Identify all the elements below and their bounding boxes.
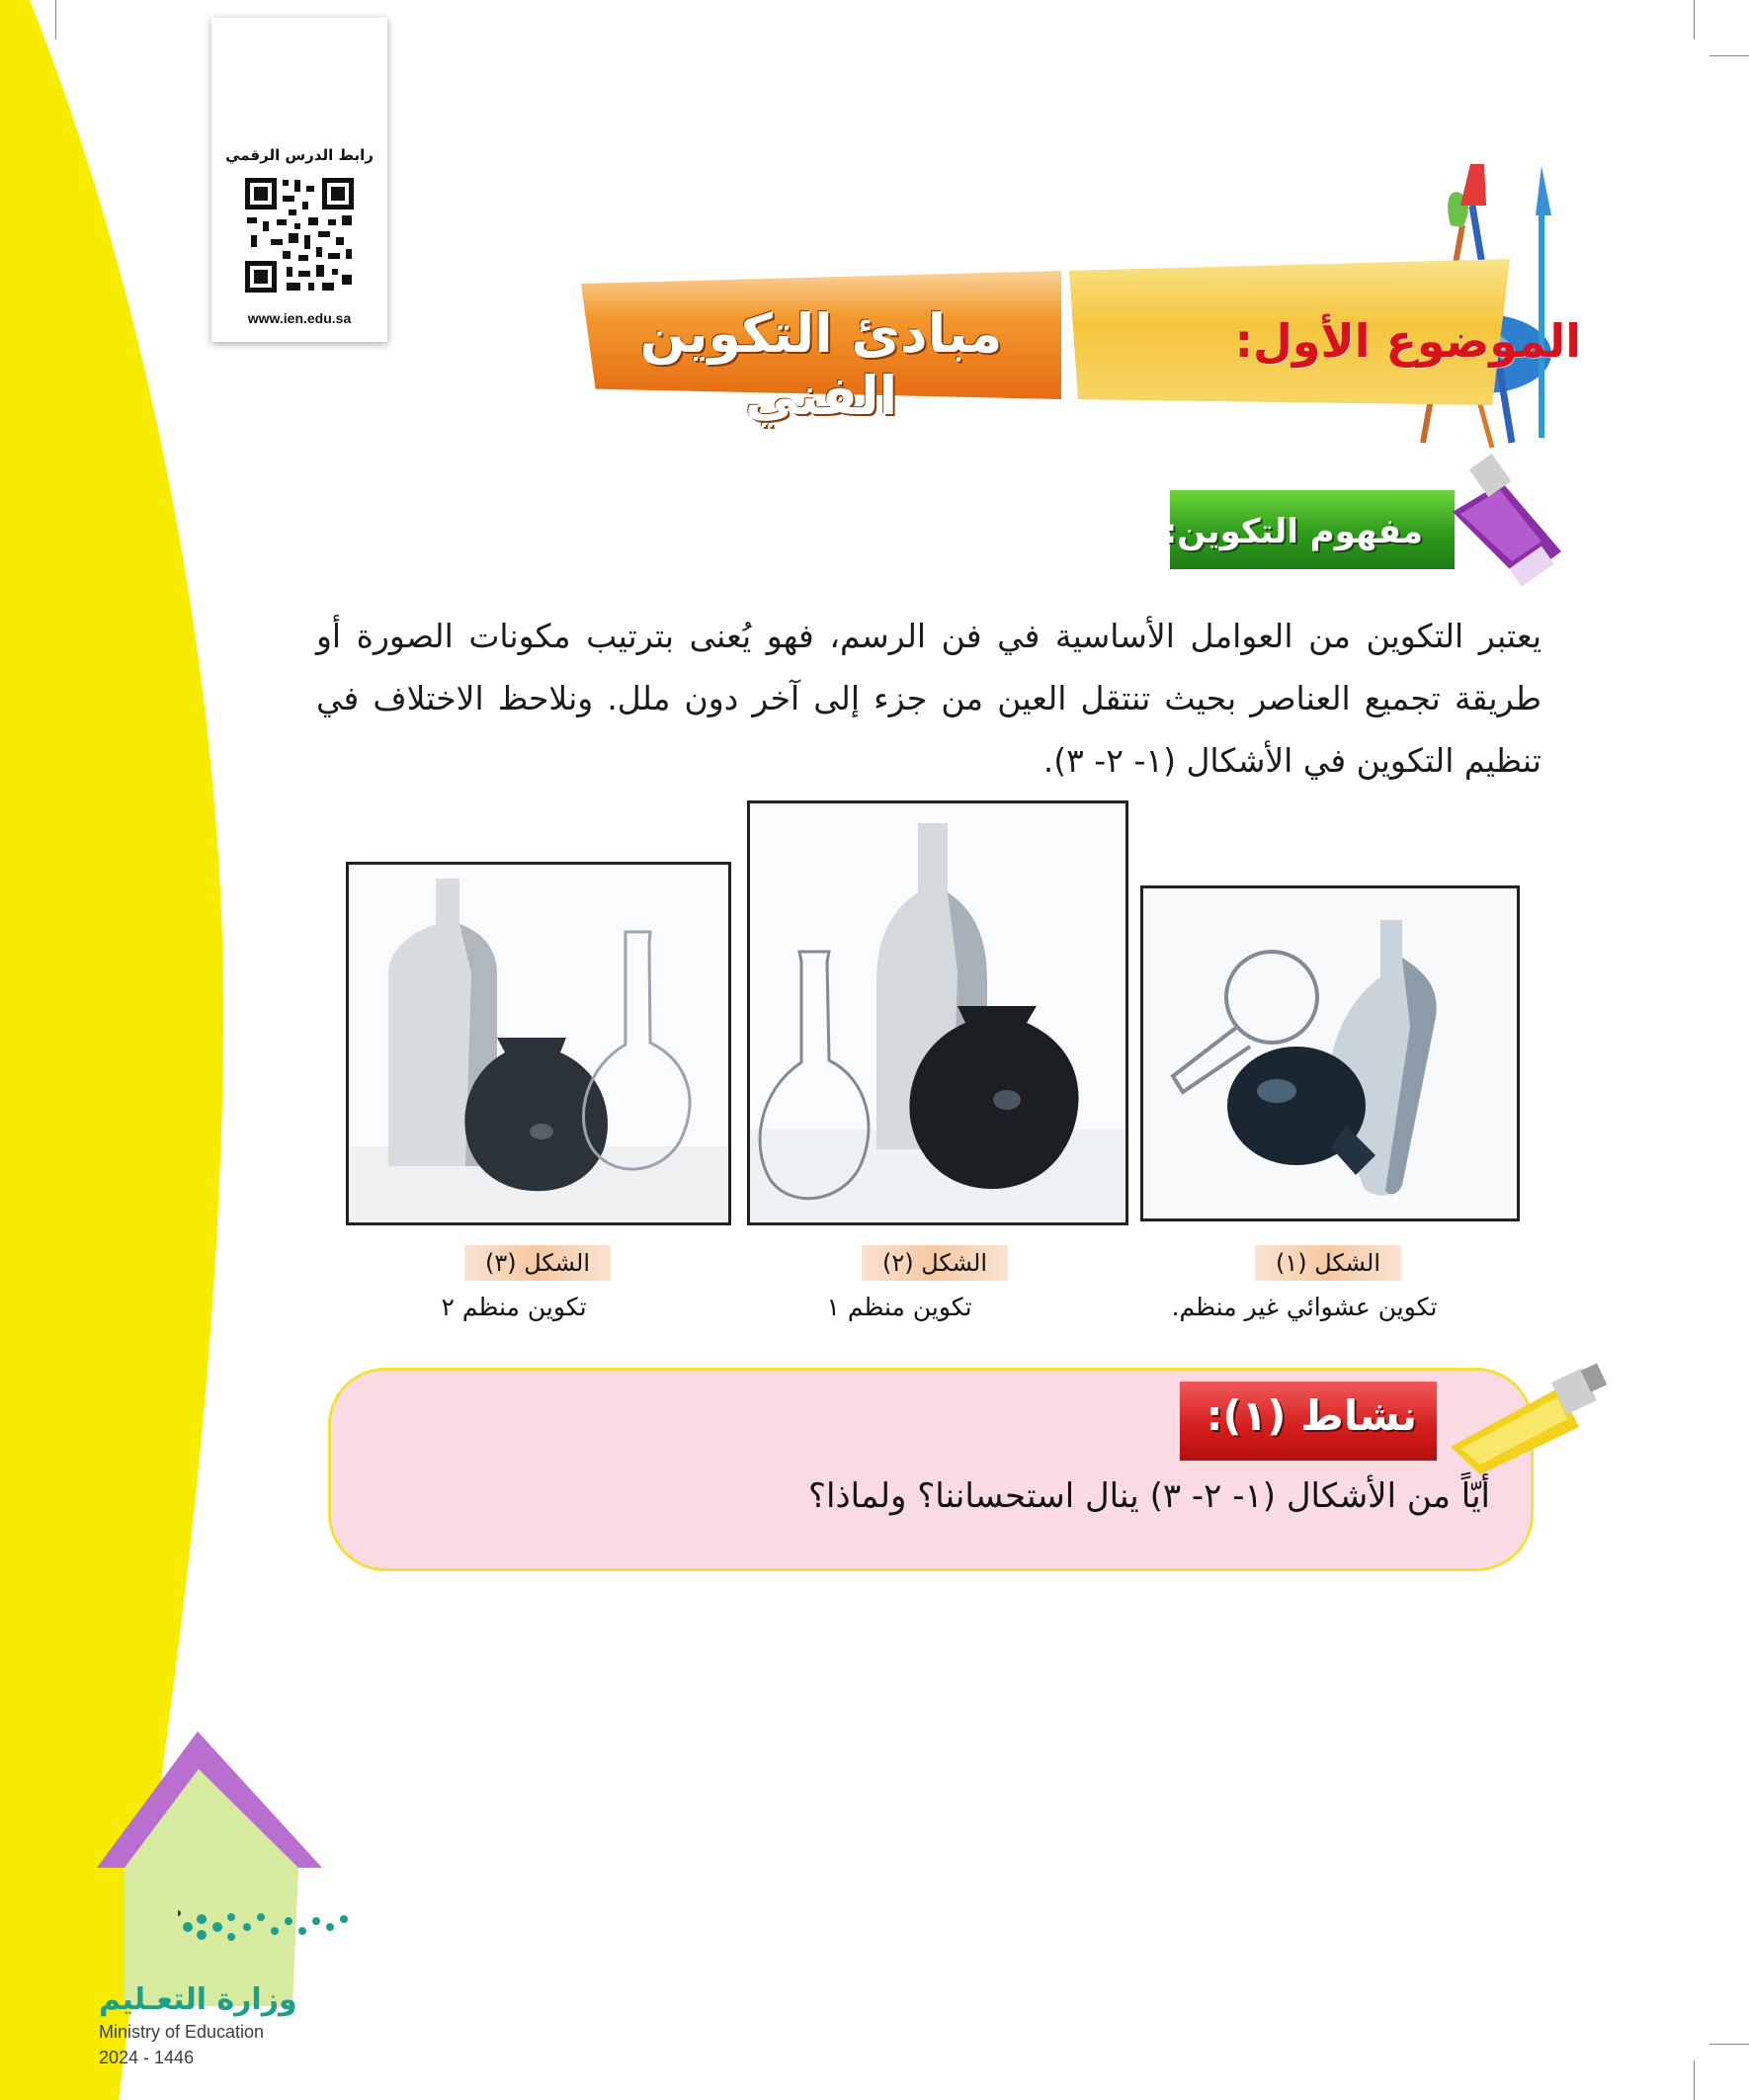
ministry-name-en: Ministry of Education [99, 2022, 265, 2042]
figure-2-image [747, 800, 1128, 1225]
page-title: مبادئ التكوين الفني [639, 302, 1003, 427]
ministry-name-ar: وزارة التعـليم [99, 1982, 297, 2017]
activity-title: نشاط (١): [1206, 1391, 1417, 1440]
figure-2-tag: الشكل (٢) [862, 1245, 1008, 1281]
house-decoration [95, 1729, 332, 2006]
topic-label: الموضوع الأول: [1234, 314, 1581, 368]
figure-1-image [1140, 885, 1520, 1221]
qr-title: رابط الدرس الرقمي [225, 146, 374, 164]
qr-url[interactable]: www.ien.edu.sa [247, 310, 352, 326]
crop-mark [1694, 0, 1695, 40]
figure-2-caption: تكوين منظم ١ [826, 1293, 972, 1321]
activity-question: أيّاً من الأشكال (١- ٢- ٣) ينال استحساننا؟ ولماذا؟ [807, 1476, 1490, 1516]
crop-mark [1709, 2044, 1749, 2045]
figure-1-tag: الشكل (١) [1255, 1245, 1401, 1281]
qr-card[interactable] [211, 18, 387, 342]
concept-heading: مفهوم التكوين: [1163, 512, 1423, 551]
figure-1-caption: تكوين عشوائي غير منظم. [1171, 1293, 1438, 1321]
qr-code-icon[interactable] [243, 176, 356, 294]
ministry-year: 2024 - 1446 [99, 2048, 195, 2067]
paint-tube-icon [1441, 1358, 1609, 1476]
figure-3-tag: الشكل (٣) [464, 1245, 611, 1281]
crop-mark [1694, 2060, 1695, 2100]
crop-mark [1709, 55, 1749, 56]
paint-tube-icon [1443, 453, 1571, 591]
figure-3-caption: تكوين منظم ٢ [441, 1293, 587, 1321]
figure-3-image [346, 862, 731, 1225]
concept-paragraph: يعتبر التكوين من العوامل الأساسية في فن الرسم، فهو يُعنى بترتيب مكونات الصورة أو طريقة تجميع العناصر بحيث تنتقل العين من جزء إلى آخر دون ملل. ونلاحظ الاختلاف في تنظيم التكوين في الأشكال (١- ٢- ٣). [316, 617, 1541, 780]
ministry-logo-icon [178, 1888, 356, 1957]
